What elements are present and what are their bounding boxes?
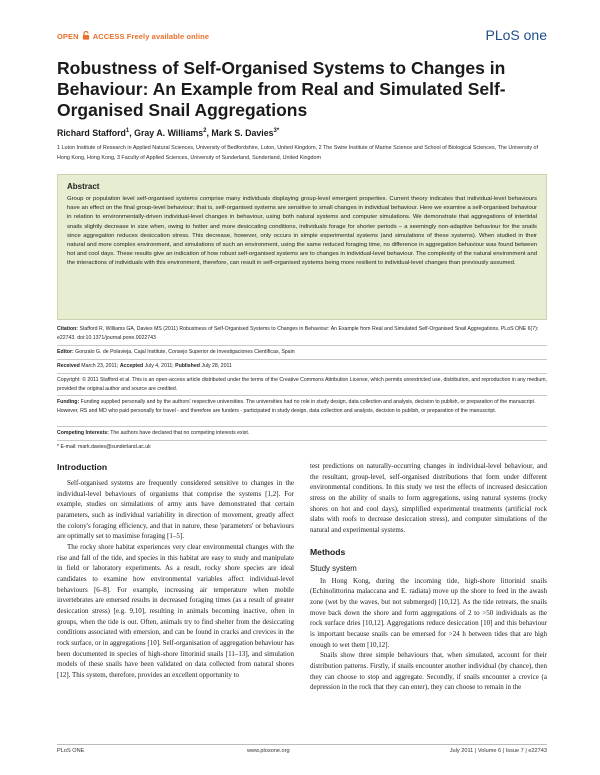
funding-block: Funding: Funding supplied personally and by the authors' respective universities. The universities had no role in study design, data collection and analysis, decision to publish, or preparation of the manuscript. However, RS and MD who paid personally for travel - and therefore are funders - participated in study design, data collection and analysis, decision to publish, or preparation of the manuscript.	[57, 399, 536, 414]
footer-journal: PLoS ONE	[57, 748, 85, 754]
footer-divider	[57, 744, 547, 745]
abstract-box	[57, 174, 547, 320]
citation-block: Citation: Stafford R, Williams GA, Davies MS (2011) Robustness of Self-Organised Systems to Changes in Behaviour: An Example from Real and Simulated Self-Organised Snail Aggregations. PLoS ONE 6(7): e22743. doi:10.1371/journal.pone.0022743	[57, 326, 539, 341]
body-paragraph: test predictions on naturally-occurring changes in individual-level behaviour, and the resultant, group-level, self-organised distributions that form under different environmental conditions. In this study we test the effects of increased desiccation stress on the ability of snails to form aggregations, using natural systems (rocky shores on hot and cool days), simplified experimental treatments (artificial rock slabs with roofs to decrease desiccation stress), and computer simulations of the natural and experimental systems.	[310, 462, 547, 534]
author-name[interactable]: , Gray A. Williams	[129, 128, 204, 138]
abstract-heading: Abstract	[67, 182, 100, 191]
open-access-label: OPEN ACCESS Freely available online	[57, 32, 210, 41]
divider	[57, 395, 547, 396]
divider	[57, 345, 547, 346]
section-heading-methods: Methods	[310, 546, 346, 557]
body-left-column	[57, 461, 294, 680]
abstract-text: Group or population level self-organised systems comprise many individuals displaying group-level emergent properties. Current theory indicates that individual-level behaviours have an effect on the final group-level behaviour; that is, self-organised systems are sensitive to small changes in individual behaviour. Here we examine a self-organised behaviour in relation to environmentally-driven individual-level changes in behaviour, using both natural systems and computer simulations. We demonstrate that aggregations of intertidal snails slightly decrease in size when, owing to hotter and more desiccating conditions, individuals forage for shorter periods – a seemingly non-adaptive behaviour for the snails since aggregation reduces desiccation stress. This decrease, however, only occurs in simple experimental systems (and simulations of these systems). When studied in their natural and more complex environment, and simulations of such an environment, using the same reduced foraging time, no difference in aggregation behaviour was found between hot and cool days. These results give an indication of how robust self-organised systems are to changes in individual-level behaviour. The complexity of the natural environment and the interactions of individuals with this environment, therefore, can result in self-organised systems being more resilient to individual-level changes than previously assumed.	[67, 196, 537, 267]
journal-header	[57, 27, 547, 53]
divider	[57, 426, 547, 427]
author-name[interactable]: , Mark S. Davies	[206, 128, 274, 138]
corresponding-email[interactable]: * E-mail: mark.davies@sunderland.ac.uk	[57, 444, 151, 450]
section-heading-introduction: Introduction	[57, 462, 108, 472]
subsection-heading-study-system: Study system	[310, 563, 357, 573]
editor-block: Editor: Gonzalo G. de Polavieja, Cajal Institute, Consejo Superior de Investigaciones Científicas, Spain	[57, 349, 295, 355]
body-right-column	[310, 461, 547, 693]
author-list: Richard Stafford$^1$, Gray A. Williams$^2$, Mark S. Davies$^{3*}$	[57, 128, 280, 138]
footer-issue: July 2011 | Volume 6 | Issue 7 | e22743	[449, 748, 547, 754]
body-paragraph: Snails show three simple behaviours that, when simulated, account for their distribution patterns. Firstly, if snails encounter another individual (by chance), then they can choose to stop and aggregate. Secondly, if snails encounter a crevice (a depression in the rock that they can enter), they can choose to remain in the	[310, 651, 547, 692]
author-name[interactable]: Richard Stafford	[57, 128, 126, 138]
dates-block: Received March 23, 2011; Accepted July 4, 2011; Published July 28, 2011	[57, 363, 232, 369]
article-title: Robustness of Self-Organised Systems to Changes in Behaviour: An Example from Real and Simulated Self-Organised Snail Aggregations	[57, 58, 506, 120]
divider	[57, 373, 547, 374]
body-paragraph: The rocky shore habitat experiences very clear environmental changes with the rise and fall of the tide, and species in this habitat are easy to study and manipulate in field or laboratory experiments. As a result, rocky shore species are ideal candidates to examine how environmental variables affect individual-level behaviours [6–8]. For example, increasing air temperature when mobile invertebrates are emersed results in decreased foraging times (as a result of greater desiccation stress) [e.g. 9,10], resulting in animals becoming inactive, often in groups, when the tide is out. Often, animals try to find shelter from the desiccating conditions associated with emersion, and can be found in cracks and crevices in the rock surface, or in aggregations [10]. Self-organisation of aggregation behaviour has been documented in species of high-shore littorinid snails [11–13], and simulation models of these snails have been validated on data collected from natural shores [12]. This system, therefore, provides an excellent opportunity to	[57, 542, 294, 679]
body-paragraph: Self-organised systems are frequently considered sensitive to changes in the individual-level behaviours of organisms that comprise the systems [1,2]. For example, studies on simulations of army ants have demonstrated that certain parameters, such as individual variability in direction of movement, greatly affect the colony's foraging efficiency, and that in nature, these 'parameters' or behaviours are optimally set to maximise foraging [1–5].	[57, 479, 294, 541]
copyright-block: Copyright: © 2011 Stafford et al. This is an open-access article distributed under the terms of the Creative Commons Attribution License, which permits unrestricted use, distribution, and reproduction in any medium, provided the original author and source are credited.	[57, 377, 547, 392]
footer-website[interactable]: www.plosone.org	[247, 748, 290, 754]
plos-one-logo[interactable]: PLoS one	[485, 27, 547, 43]
body-paragraph: In Hong Kong, during the incoming tide, high-shore littorinid snails (Echinolittorina malaccana and E. radiata) move up the shore to feed in the awash zone (wet by the waves, but not submerged) [10,12]. As the tide retreats, the snails move back down the shore and form aggregations of 2 to >50 individuals as the rock surface dries [10,12]. Aggregations reduce desiccation [10] and this behaviour is important because snails can be emersed for >24 h between tides that are high enough to wet them [10,12].	[310, 576, 547, 649]
open-access-lock-icon	[82, 31, 90, 40]
competing-interests-block: Competing Interests: The authors have declared that no competing interests exist.	[57, 430, 250, 436]
divider	[57, 440, 547, 441]
divider	[57, 359, 547, 360]
affiliations: 1 Luton Institute of Research in Applied Natural Sciences, University of Bedfordshire, Luton, United Kingdom, 2 The Swire Institute of Marine Science and School of Biological Sciences, The University of Hong Kong, Hong Kong, 3 Faculty of Applied Sciences, University of Sunderland, Sunderland, United Kingdom	[57, 145, 539, 161]
